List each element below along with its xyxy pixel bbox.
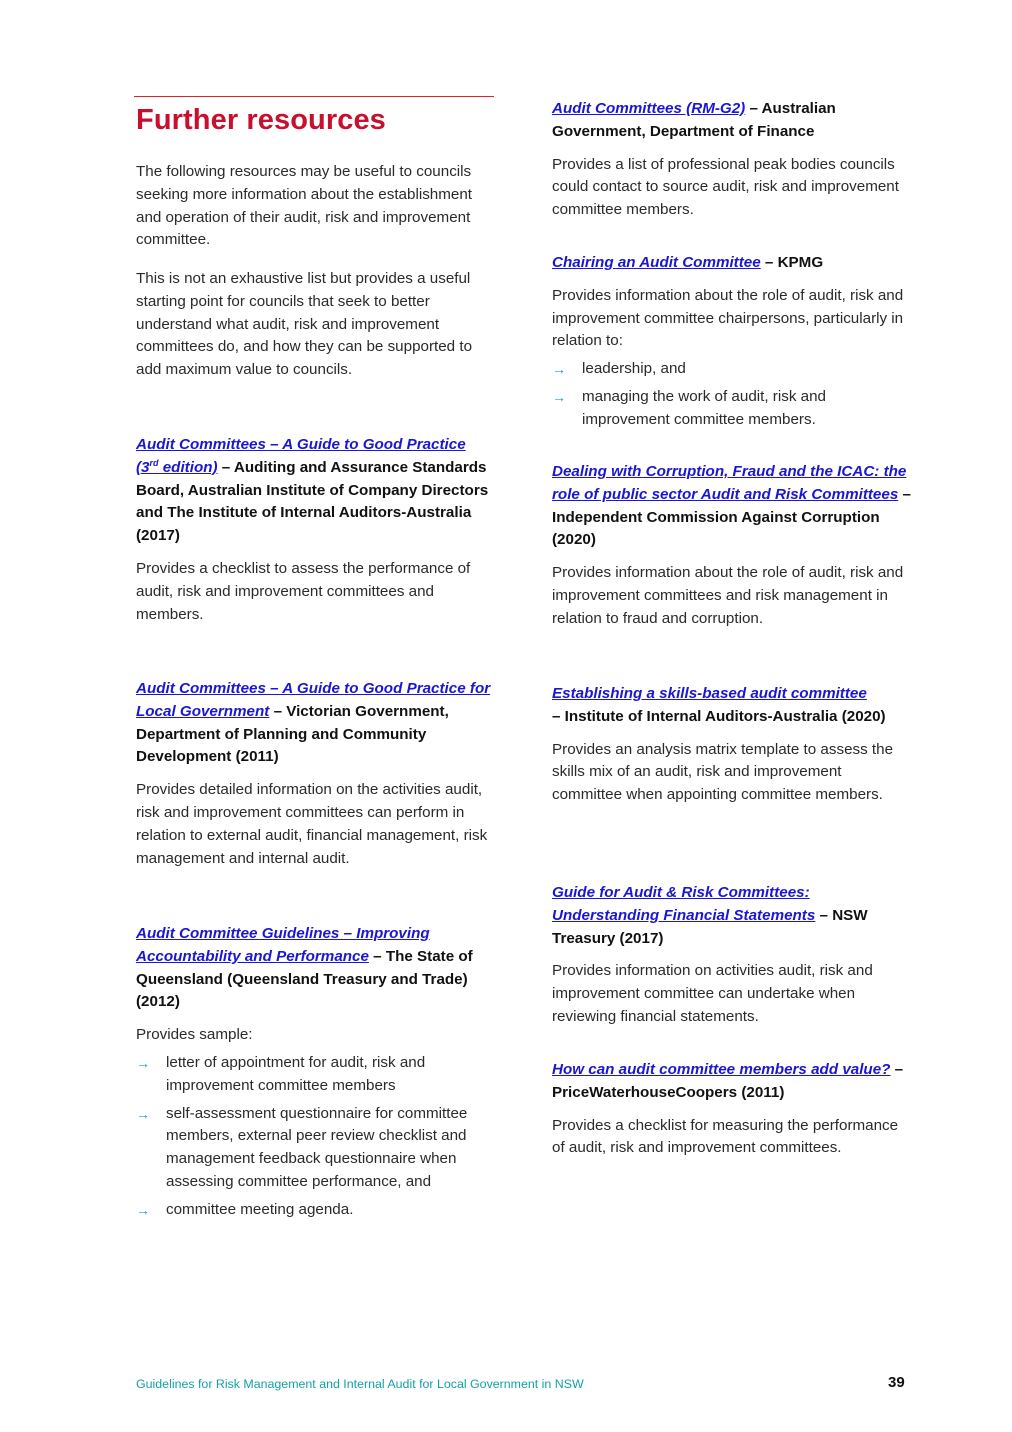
resource-rm-g2 [552, 98, 914, 222]
resource-nsw-treasury [552, 882, 914, 1029]
title-rule [134, 96, 494, 97]
resource-queensland-guidelines [136, 923, 492, 1222]
resource-heading: Audit Committees – A Guide to Good Practice for Local Government – Victorian Government, Department of Planning and Community Development (2011) [136, 680, 491, 766]
resource-link-icac[interactable]: Dealing with Corruption, Fraud and the ICAC: the role of public sector Audit and Risk Committees [552, 463, 907, 503]
bullet-list [552, 358, 914, 431]
list-item: → letter of appointment for audit, risk and improvement committee members [136, 1053, 426, 1094]
arrow-right-icon: → [552, 388, 566, 405]
resource-heading: Dealing with Corruption, Fraud and the ICAC: the role of public sector Audit and Risk Committees – Independent Commission Against Corruption (2020) [552, 463, 911, 549]
footer-title: Guidelines for Risk Management and Internal Audit for Local Government in NSW [136, 1377, 584, 1391]
resource-kpmg [552, 252, 914, 432]
resource-icac [552, 461, 914, 631]
page-title: Further resources [136, 104, 386, 136]
resource-description: Provides information on activities audit, risk and improvement committee can undertake when reviewing financial statements. [552, 962, 873, 1025]
resource-link-kpmg[interactable]: Chairing an Audit Committee [552, 254, 761, 271]
resource-description: Provides a list of professional peak bodies councils could contact to source audit, risk and improvement committee members. [552, 155, 899, 219]
intro-paragraph-2: This is not an exhaustive list but provides a useful starting point for councils that seek to better understand what audit, risk and improvement committees do, and how they can be supported to add maximum value to councils. [136, 270, 473, 379]
resource-heading: Audit Committees – A Guide to Good Practice (3rd edition) – Auditing and Assurance Standards Board, Australian Institute of Company Directors and The Institute of Internal Auditors-Australia (2017) [136, 436, 489, 545]
resource-skills-based [552, 683, 914, 807]
resource-heading: Guide for Audit & Risk Committees: Understanding Financial Statements – NSW Treasury (2017) [552, 884, 868, 947]
resource-heading: How can audit committee members add value? – PriceWaterhouseCoopers (2011) [552, 1061, 904, 1101]
resource-link-rm-g2[interactable]: Audit Committees (RM-G2) [552, 100, 746, 117]
arrow-right-icon: → [552, 361, 566, 378]
list-item: → leadership, and [552, 358, 914, 381]
page-number: 39 [888, 1374, 905, 1391]
resource-description: Provides detailed information on the activities audit, risk and improvement committees can perform in relation to external audit, financial management, risk management and internal audit. [136, 781, 488, 867]
resource-heading: Audit Committee Guidelines – Improving Accountability and Performance – The State of Queensland (Queensland Treasury and Trade) (2012) [136, 925, 473, 1011]
arrow-right-icon: → [136, 1054, 150, 1071]
list-item: → managing the work of audit, risk and improvement committee members. [552, 387, 826, 428]
resource-heading: Chairing an Audit Committee – KPMG [552, 254, 824, 271]
resource-victorian-guide [136, 678, 492, 870]
arrow-right-icon: → [136, 1201, 150, 1218]
resource-heading: Establishing a skills-based audit committee – Institute of Internal Auditors-Australia (2020) [552, 685, 886, 725]
arrow-right-icon: → [136, 1105, 150, 1122]
resource-description: Provides an analysis matrix template to assess the skills mix of an audit, risk and improvement committee when appointing committee members. [552, 740, 894, 804]
resource-description: Provides a checklist for measuring the performance of audit, risk and improvement committees. [552, 1116, 899, 1157]
resource-link-skills-based[interactable]: Establishing a skills-based audit committee [552, 685, 867, 702]
resource-heading: Audit Committees (RM-G2) – Australian Government, Department of Finance [552, 100, 836, 140]
intro-paragraph-1: The following resources may be useful to councils seeking more information about the establishment and operation of their audit, risk and improvement committee. [136, 163, 473, 249]
resource-description: Provides information about the role of audit, risk and improvement committee chairpersons, particularly in relation to: [552, 286, 904, 350]
resource-aasb-guide [136, 434, 492, 626]
resource-link-aasb-guide[interactable]: Audit Committees – A Guide to Good Practice (3rd edition) [136, 436, 466, 476]
bullet-list [136, 1052, 492, 1222]
resource-description: Provides sample: [136, 1026, 253, 1044]
resource-description: Provides information about the role of audit, risk and improvement committees and risk management in relation to fraud and corruption. [552, 564, 904, 627]
list-item: → committee meeting agenda. [136, 1199, 492, 1222]
resource-description: Provides a checklist to assess the performance of audit, risk and improvement committees and members. [136, 559, 471, 623]
resource-link-nsw-treasury[interactable]: Guide for Audit & Risk Committees: Understanding Financial Statements [552, 884, 816, 924]
list-item: → self-assessment questionnaire for committee members, external peer review checklist and management feedback questionnaire when assessing committee performance, and [136, 1104, 468, 1190]
resource-link-queensland-guidelines[interactable]: Audit Committee Guidelines – Improving Accountability and Performance [136, 925, 430, 965]
resource-pwc [552, 1059, 914, 1160]
resource-link-victorian-guide[interactable]: Audit Committees – A Guide to Good Practice for Local Government [136, 680, 491, 720]
resource-link-pwc[interactable]: How can audit committee members add value? [552, 1061, 891, 1078]
